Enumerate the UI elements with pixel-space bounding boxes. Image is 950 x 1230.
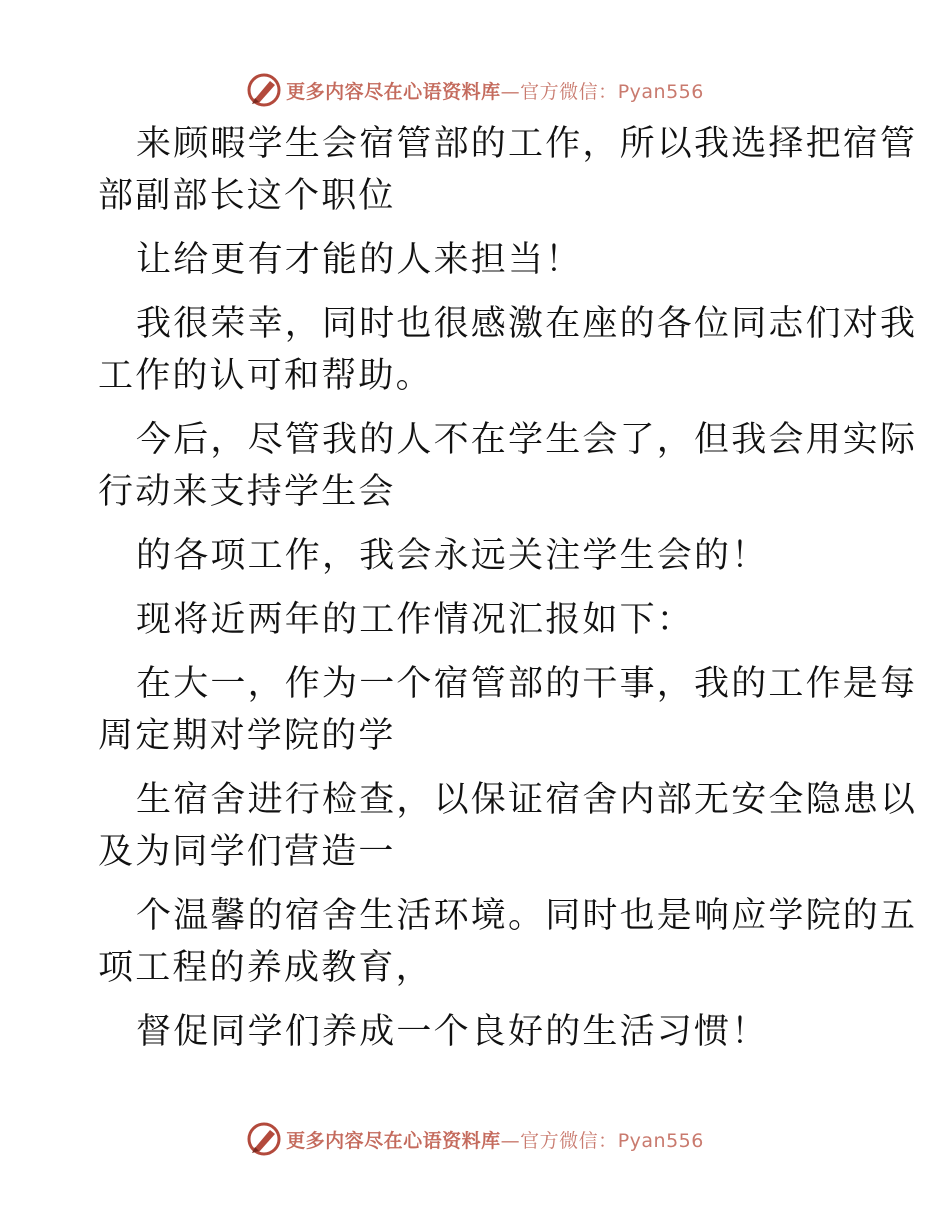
- paragraph-3-line-1: 我很荣幸，同时也很感激在座的各位同志们对我: [136, 304, 918, 344]
- paragraph-9-line-2: 项工程的养成教育，: [98, 948, 433, 988]
- paragraph-4-line-2: 行动来支持学生会: [98, 472, 396, 512]
- pen-logo-icon: [246, 72, 282, 108]
- paragraph-5-line-1: 的各项工作，我会永远关注学生会的！: [136, 536, 769, 576]
- watermark-id: Pyan556: [617, 1129, 704, 1152]
- watermark-brand: 更多内容尽在心语资料库: [286, 80, 501, 103]
- watermark-text: [286, 77, 704, 104]
- header-watermark: [0, 70, 950, 110]
- document-body: [98, 118, 918, 1058]
- watermark-official: 官方微信：: [520, 1129, 618, 1152]
- pen-logo-icon: [246, 1121, 282, 1157]
- watermark-brand: 更多内容尽在心语资料库: [286, 1129, 501, 1152]
- watermark-text: [286, 1126, 704, 1153]
- paragraph-9-line-1: 个温馨的宿舍生活环境。同时也是响应学院的五: [136, 896, 918, 936]
- paragraph-10-line-1: 督促同学们养成一个良好的生活习惯！: [136, 1012, 769, 1052]
- watermark-official: 官方微信：: [520, 80, 618, 103]
- paragraph-7-line-1: 在大一，作为一个宿管部的干事，我的工作是每: [136, 664, 918, 704]
- paragraph-6-line-1: 现将近两年的工作情况汇报如下：: [136, 600, 695, 640]
- footer-watermark: [0, 1119, 950, 1159]
- paragraph-1-line-2: 部副部长这个职位: [98, 176, 396, 216]
- paragraph-7-line-2: 周定期对学院的学: [98, 716, 396, 756]
- watermark-id: Pyan556: [617, 80, 704, 103]
- paragraph-8-line-1: 生宿舍进行检查，以保证宿舍内部无安全隐患以: [136, 780, 918, 820]
- paragraph-3-line-2: 工作的认可和帮助。: [98, 356, 433, 396]
- watermark-dash: —: [500, 80, 521, 103]
- paragraph-2-line-1: 让给更有才能的人来担当！: [136, 240, 583, 280]
- paragraph-1-line-1: 来顾暇学生会宿管部的工作，所以我选择把宿管: [136, 124, 918, 164]
- watermark-dash: —: [500, 1129, 521, 1152]
- paragraph-4-line-1: 今后，尽管我的人不在学生会了，但我会用实际: [136, 420, 918, 460]
- paragraph-8-line-2: 及为同学们营造一: [98, 832, 396, 872]
